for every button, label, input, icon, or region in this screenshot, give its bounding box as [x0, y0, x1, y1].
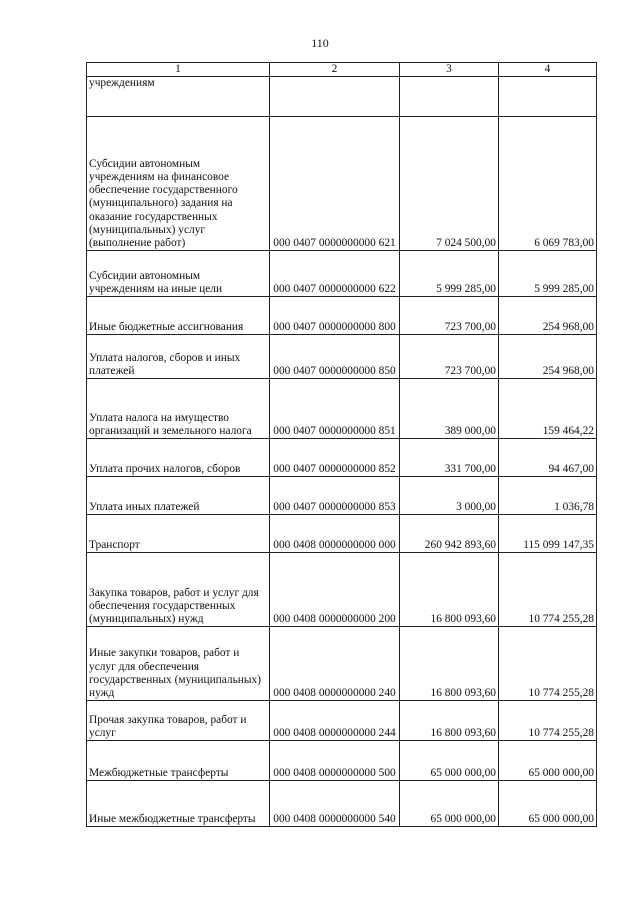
row-value-col3: 65 000 000,00	[400, 741, 499, 781]
row-value-col4: 10 774 255,28	[499, 553, 597, 627]
row-code: 000 0408 0000000000 000	[270, 515, 400, 553]
row-value-col4: 10 774 255,28	[499, 627, 597, 701]
row-value-col3: 16 800 093,60	[400, 627, 499, 701]
row-name: Субсидии автономным учреждениям на иные цели	[87, 251, 270, 297]
table-row	[87, 515, 597, 553]
table-row	[87, 335, 597, 379]
row-code: 000 0408 0000000000 200	[270, 553, 400, 627]
column-header-2: 2	[270, 63, 400, 77]
row-value-col3: 723 700,00	[400, 335, 499, 379]
table-row	[87, 741, 597, 781]
row-name: Иные межбюджетные трансферты	[87, 781, 270, 827]
row-value-col4: 115 099 147,35	[499, 515, 597, 553]
row-value-col4: 5 999 285,00	[499, 251, 597, 297]
row-code: 000 0407 0000000000 853	[270, 477, 400, 515]
table-row	[87, 701, 597, 741]
row-value-col3	[400, 77, 499, 117]
table-row	[87, 251, 597, 297]
row-value-col3: 260 942 893,60	[400, 515, 499, 553]
row-value-col4: 159 464,22	[499, 379, 597, 439]
row-name: учреждениям	[87, 77, 270, 117]
row-value-col3: 3 000,00	[400, 477, 499, 515]
row-name: Уплата налога на имущество организаций и земельного налога	[87, 379, 270, 439]
row-value-col3: 5 999 285,00	[400, 251, 499, 297]
row-name: Иные закупки товаров, работ и услуг для обеспечения государственных (муниципальных) нужд	[87, 627, 270, 701]
table-row	[87, 77, 597, 117]
row-name: Транспорт	[87, 515, 270, 553]
row-value-col3: 65 000 000,00	[400, 781, 499, 827]
row-code: 000 0407 0000000000 851	[270, 379, 400, 439]
row-value-col3: 16 800 093,60	[400, 701, 499, 741]
row-value-col4: 1 036,78	[499, 477, 597, 515]
row-value-col4: 254 968,00	[499, 297, 597, 335]
row-code	[270, 77, 400, 117]
row-code: 000 0407 0000000000 621	[270, 117, 400, 251]
table-row	[87, 627, 597, 701]
column-header-3: 3	[400, 63, 499, 77]
row-value-col3: 7 024 500,00	[400, 117, 499, 251]
table-header-row	[87, 63, 597, 77]
table-row	[87, 781, 597, 827]
row-name: Субсидии автономным учреждениям на финансовое обеспечение государственного (муниципального) задания на оказание государственных (муниципальных) услуг (выполнение работ)	[87, 117, 270, 251]
row-code: 000 0407 0000000000 852	[270, 439, 400, 477]
row-code: 000 0407 0000000000 622	[270, 251, 400, 297]
row-code: 000 0407 0000000000 850	[270, 335, 400, 379]
row-value-col4: 254 968,00	[499, 335, 597, 379]
row-code: 000 0407 0000000000 800	[270, 297, 400, 335]
budget-table	[86, 62, 597, 827]
row-name: Уплата иных платежей	[87, 477, 270, 515]
table-row	[87, 379, 597, 439]
row-value-col3: 331 700,00	[400, 439, 499, 477]
row-value-col3: 16 800 093,60	[400, 553, 499, 627]
table-row	[87, 297, 597, 335]
page-number: 110	[311, 36, 329, 50]
row-value-col4: 65 000 000,00	[499, 741, 597, 781]
row-value-col4: 10 774 255,28	[499, 701, 597, 741]
row-code: 000 0408 0000000000 244	[270, 701, 400, 741]
row-value-col4: 6 069 783,00	[499, 117, 597, 251]
row-code: 000 0408 0000000000 240	[270, 627, 400, 701]
column-header-1: 1	[87, 63, 270, 77]
row-value-col4: 65 000 000,00	[499, 781, 597, 827]
table-row	[87, 439, 597, 477]
table-row	[87, 477, 597, 515]
row-code: 000 0408 0000000000 540	[270, 781, 400, 827]
table-row	[87, 117, 597, 251]
table-row	[87, 553, 597, 627]
row-name: Прочая закупка товаров, работ и услуг	[87, 701, 270, 741]
row-value-col3: 723 700,00	[400, 297, 499, 335]
row-value-col4: 94 467,00	[499, 439, 597, 477]
row-name: Уплата налогов, сборов и иных платежей	[87, 335, 270, 379]
row-name: Закупка товаров, работ и услуг для обеспечения государственных (муниципальных) нужд	[87, 553, 270, 627]
row-name: Межбюджетные трансферты	[87, 741, 270, 781]
row-value-col4	[499, 77, 597, 117]
row-value-col3: 389 000,00	[400, 379, 499, 439]
row-code: 000 0408 0000000000 500	[270, 741, 400, 781]
row-name: Иные бюджетные ассигнования	[87, 297, 270, 335]
row-name: Уплата прочих налогов, сборов	[87, 439, 270, 477]
column-header-4: 4	[499, 63, 597, 77]
